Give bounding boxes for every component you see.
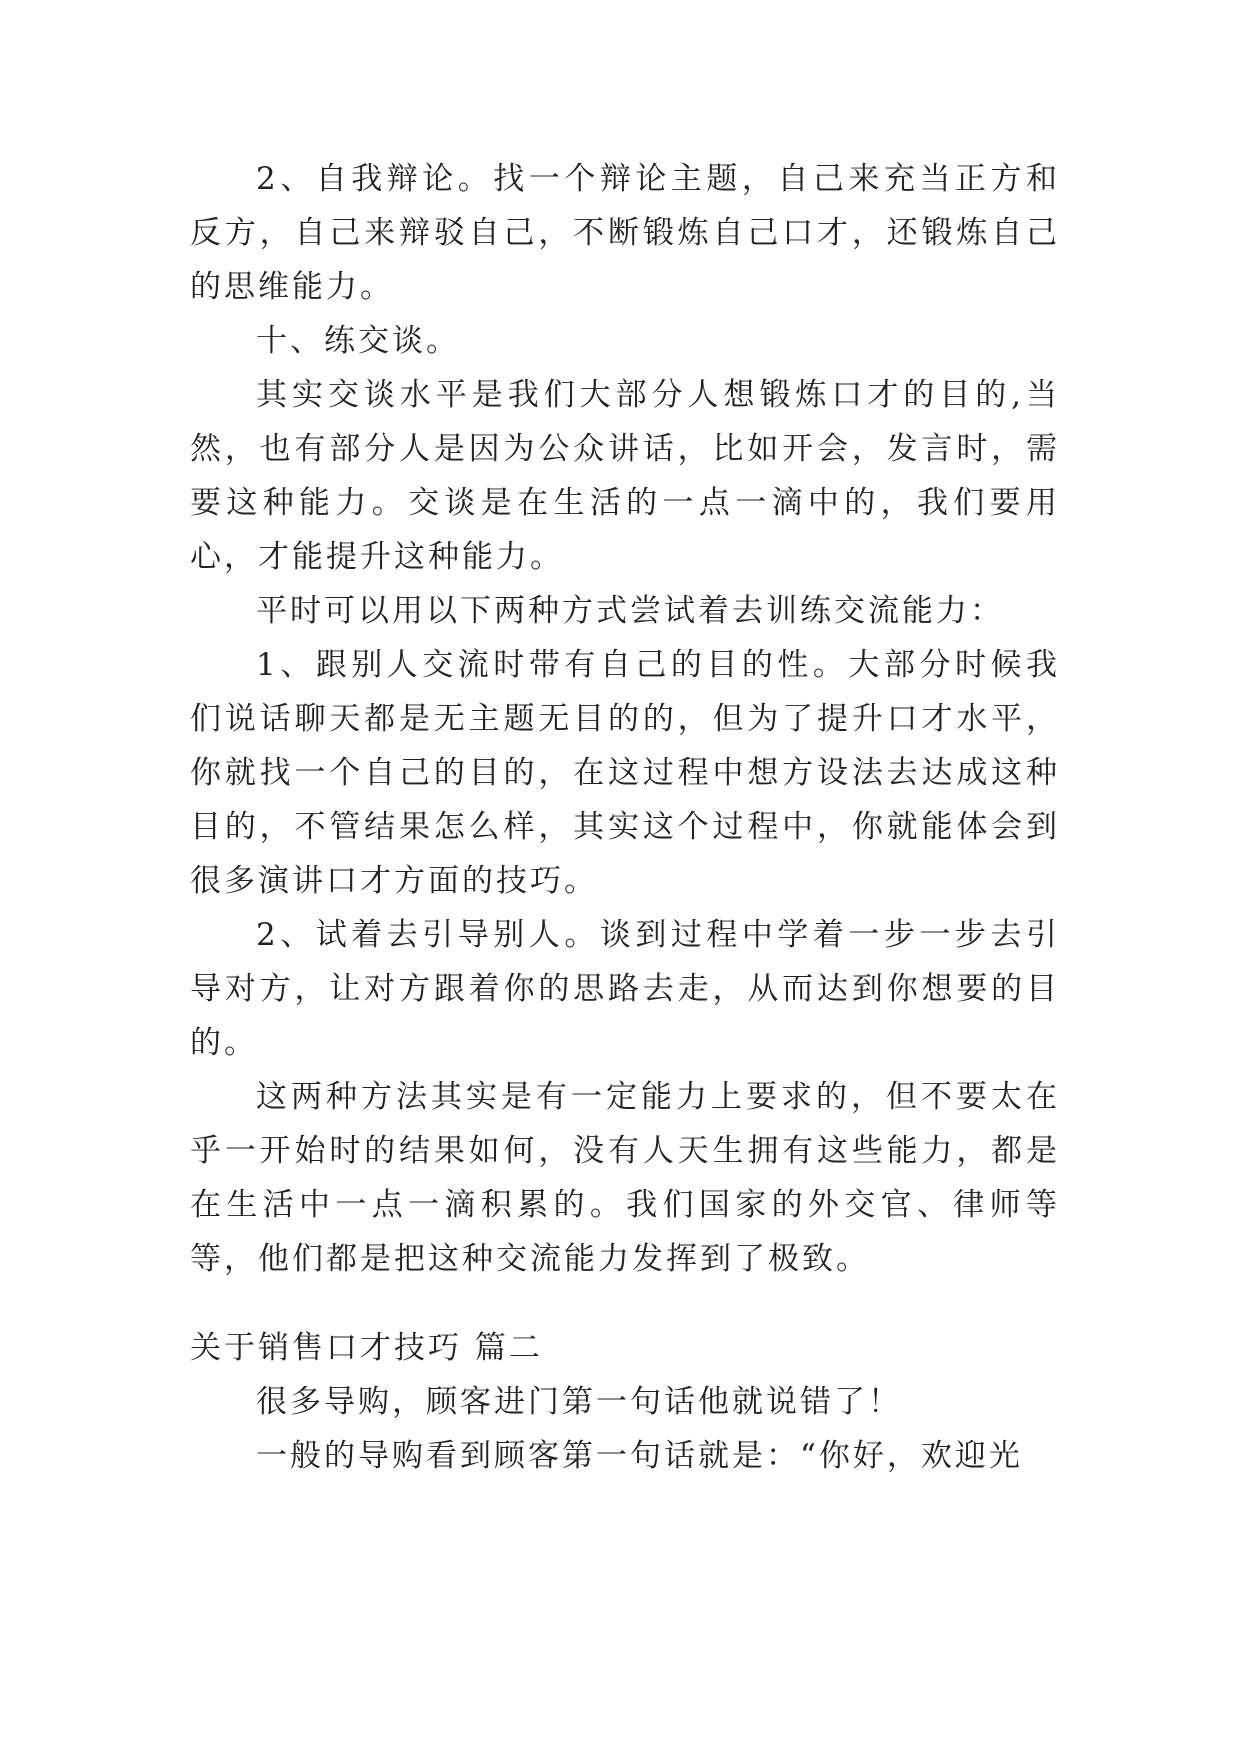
section-heading: 关于销售口才技巧 篇二 xyxy=(190,1330,543,1366)
paragraph: 平时可以用以下两种方式尝试着去训练交流能力： xyxy=(256,593,1004,629)
paragraph: 十、练交谈。 xyxy=(256,323,460,359)
paragraph: 2、自我辩论。找一个辩论主题，自己来充当正方和反方，自己来辩驳自己，不断锻炼自己口才，还锻炼自己的思维能力。 xyxy=(190,161,1060,305)
paragraph: 其实交谈水平是我们大部分人想锻炼口才的目的,当然，也有部分人是因为公众讲话，比如开会，发言时，需要这种能力。交谈是在生活的一点一滴中的，我们要用心，才能提升这种能力。 xyxy=(190,377,1060,575)
paragraph: 1、跟别人交流时带有自己的目的性。大部分时候我们说话聊天都是无主题无目的的，但为了提升口才水平，你就找一个自己的目的，在这过程中想方设法去达成这种目的，不管结果怎么样，其实这个过程中，你就能体会到很多演讲口才方面的技巧。 xyxy=(190,647,1060,899)
paragraph: 很多导购，顾客进门第一句话他就说错了！ xyxy=(256,1384,902,1420)
document-body xyxy=(190,152,1060,1483)
paragraph: 一般的导购看到顾客第一句话就是：“你好，欢迎光 xyxy=(256,1438,1023,1474)
paragraph: 2、试着去引导别人。谈到过程中学着一步一步去引导对方，让对方跟着你的思路去走，从而达到你想要的目的。 xyxy=(190,917,1060,1061)
paragraph: 这两种方法其实是有一定能力上要求的，但不要太在乎一开始时的结果如何，没有人天生拥有这些能力，都是在生活中一点一滴积累的。我们国家的外交官、律师等等，他们都是把这种交流能力发挥到了极致。 xyxy=(190,1079,1060,1277)
